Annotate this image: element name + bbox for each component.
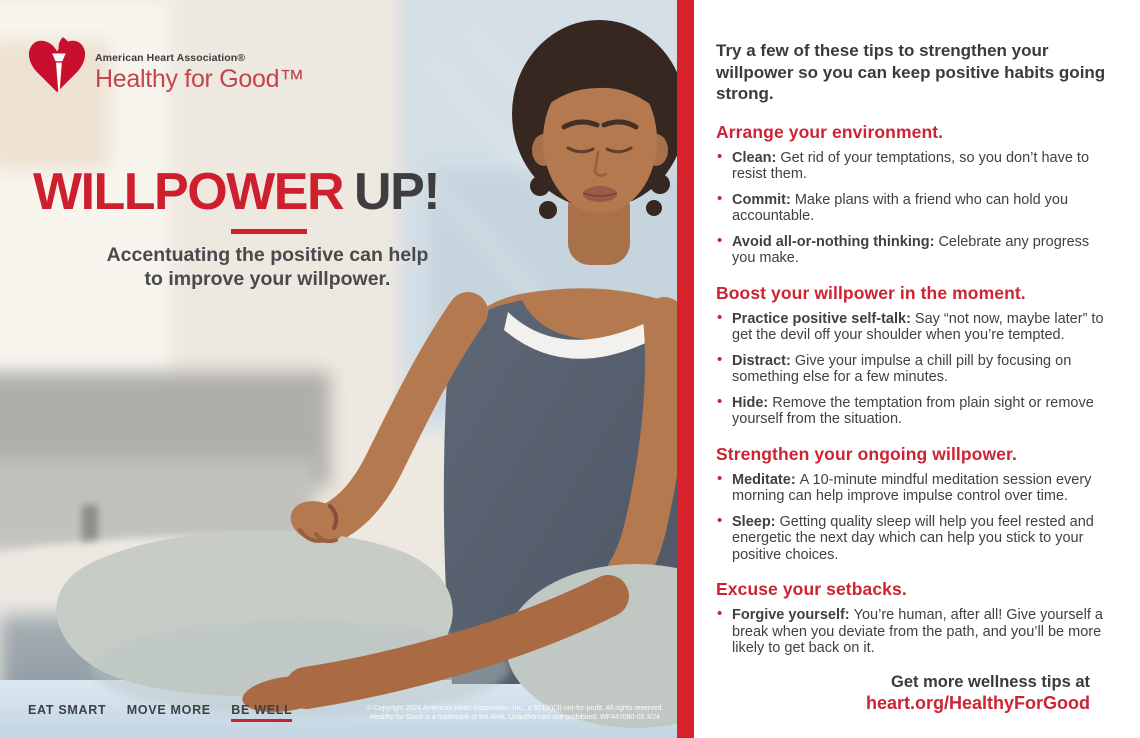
tip-bullet bbox=[716, 472, 1114, 505]
tip-label: Practice positive self-talk: bbox=[732, 310, 911, 327]
tip-bullet bbox=[716, 192, 1114, 225]
tip-section-heading: Excuse your setbacks. bbox=[716, 579, 907, 599]
hero-subtitle bbox=[40, 243, 495, 291]
tip-bullet bbox=[716, 150, 1114, 183]
tips-panel bbox=[694, 0, 1140, 738]
tip-section-heading: Boost your willpower in the moment. bbox=[716, 282, 1026, 303]
logo-program-name: Healthy for Good™ bbox=[95, 65, 304, 93]
tip-section-heading: Arrange your environment. bbox=[716, 121, 944, 142]
tip-text: Remove the temptation from plain sight or remove yourself from the situation. bbox=[732, 394, 1094, 427]
subtitle-line-1: Accentuating the positive can help bbox=[106, 244, 429, 266]
tip-text: Celebrate any progress you make. bbox=[732, 233, 1090, 266]
red-divider-bar bbox=[677, 0, 694, 738]
tip-list bbox=[716, 472, 1114, 564]
tagline-be-well: BE WELL bbox=[231, 703, 292, 722]
tagline-eat-smart: EAT SMART bbox=[28, 703, 107, 717]
logo-text bbox=[95, 52, 304, 94]
title-willpower: WILLPOWER bbox=[33, 163, 344, 221]
tip-label: Distract: bbox=[732, 352, 791, 369]
tagline bbox=[28, 701, 292, 719]
tip-label: Commit: bbox=[732, 191, 791, 208]
logo-aha-name: American Heart Association® bbox=[95, 52, 246, 64]
tip-section-arrange bbox=[716, 122, 1114, 267]
tip-text: Make plans with a friend who can hold you accountable. bbox=[732, 191, 1069, 224]
tip-bullet bbox=[716, 514, 1114, 564]
tip-label: Clean: bbox=[732, 149, 777, 166]
copyright-line-1: © Copyright 2024 American Heart Association, Inc., a 501(c)(3) not-for-profit. All rights reserved. bbox=[366, 705, 664, 712]
tip-label: Avoid all-or-nothing thinking: bbox=[732, 233, 935, 250]
tip-label: Forgive yourself: bbox=[732, 607, 850, 623]
title-up: UP! bbox=[354, 163, 440, 221]
tip-section-heading: Strengthen your ongoing willpower. bbox=[716, 443, 1017, 464]
aha-heart-torch-icon bbox=[28, 36, 86, 100]
tip-list bbox=[716, 311, 1114, 428]
tip-bullet bbox=[716, 353, 1114, 386]
page-title bbox=[33, 162, 439, 222]
tip-text: Getting quality sleep will help you feel rested and energetic the next day which can help you stick to your positive choices. bbox=[732, 513, 1094, 563]
tips-intro: Try a few of these tips to strengthen your willpower so you can keep positive habits going strong. bbox=[716, 41, 1106, 103]
tip-section-excuse bbox=[716, 579, 1114, 657]
copyright-notice bbox=[356, 704, 674, 722]
copyright-line-2: Healthy for Good is a trademark of the AHA. Unauthorized use prohibited. WF447050-05 3/24 bbox=[370, 714, 660, 721]
tip-bullet bbox=[716, 311, 1114, 344]
cta-link-heart-org[interactable]: heart.org/HealthyForGood bbox=[865, 692, 1090, 713]
tip-text: Give your impulse a chill pill by focusing on something else for a few minutes. bbox=[732, 352, 1072, 385]
tip-text: You’re human, after all! Give yourself a break when you deviate from the path, and you’ll be more likely to get back on it. bbox=[732, 607, 1103, 656]
tip-section-boost bbox=[716, 283, 1114, 428]
tip-bullet bbox=[716, 607, 1114, 657]
cta-text: Get more wellness tips at bbox=[891, 672, 1090, 691]
tip-section-strengthen bbox=[716, 444, 1114, 564]
aha-logo bbox=[28, 36, 304, 100]
tagline-move-more: MOVE MORE bbox=[126, 703, 211, 717]
wellness-cta bbox=[716, 672, 1114, 714]
tip-bullet bbox=[716, 234, 1114, 267]
tip-text: Say “not now, maybe later” to get the devil off your shoulder when you’re tempted. bbox=[732, 310, 1104, 343]
tip-label: Sleep: bbox=[732, 513, 776, 530]
tip-text: Get rid of your temptations, so you don’t have to resist them. bbox=[732, 149, 1090, 182]
tip-label: Meditate: bbox=[732, 471, 796, 488]
tip-bullet bbox=[716, 395, 1114, 428]
tip-list bbox=[716, 150, 1114, 267]
tip-label: Hide: bbox=[732, 394, 769, 411]
tip-text: A 10-minute mindful meditation session every morning can help improve impulse control over time. bbox=[732, 471, 1092, 504]
subtitle-line-2: to improve your willpower. bbox=[144, 268, 391, 290]
tip-list bbox=[716, 607, 1114, 657]
title-underline-rule bbox=[231, 229, 307, 234]
